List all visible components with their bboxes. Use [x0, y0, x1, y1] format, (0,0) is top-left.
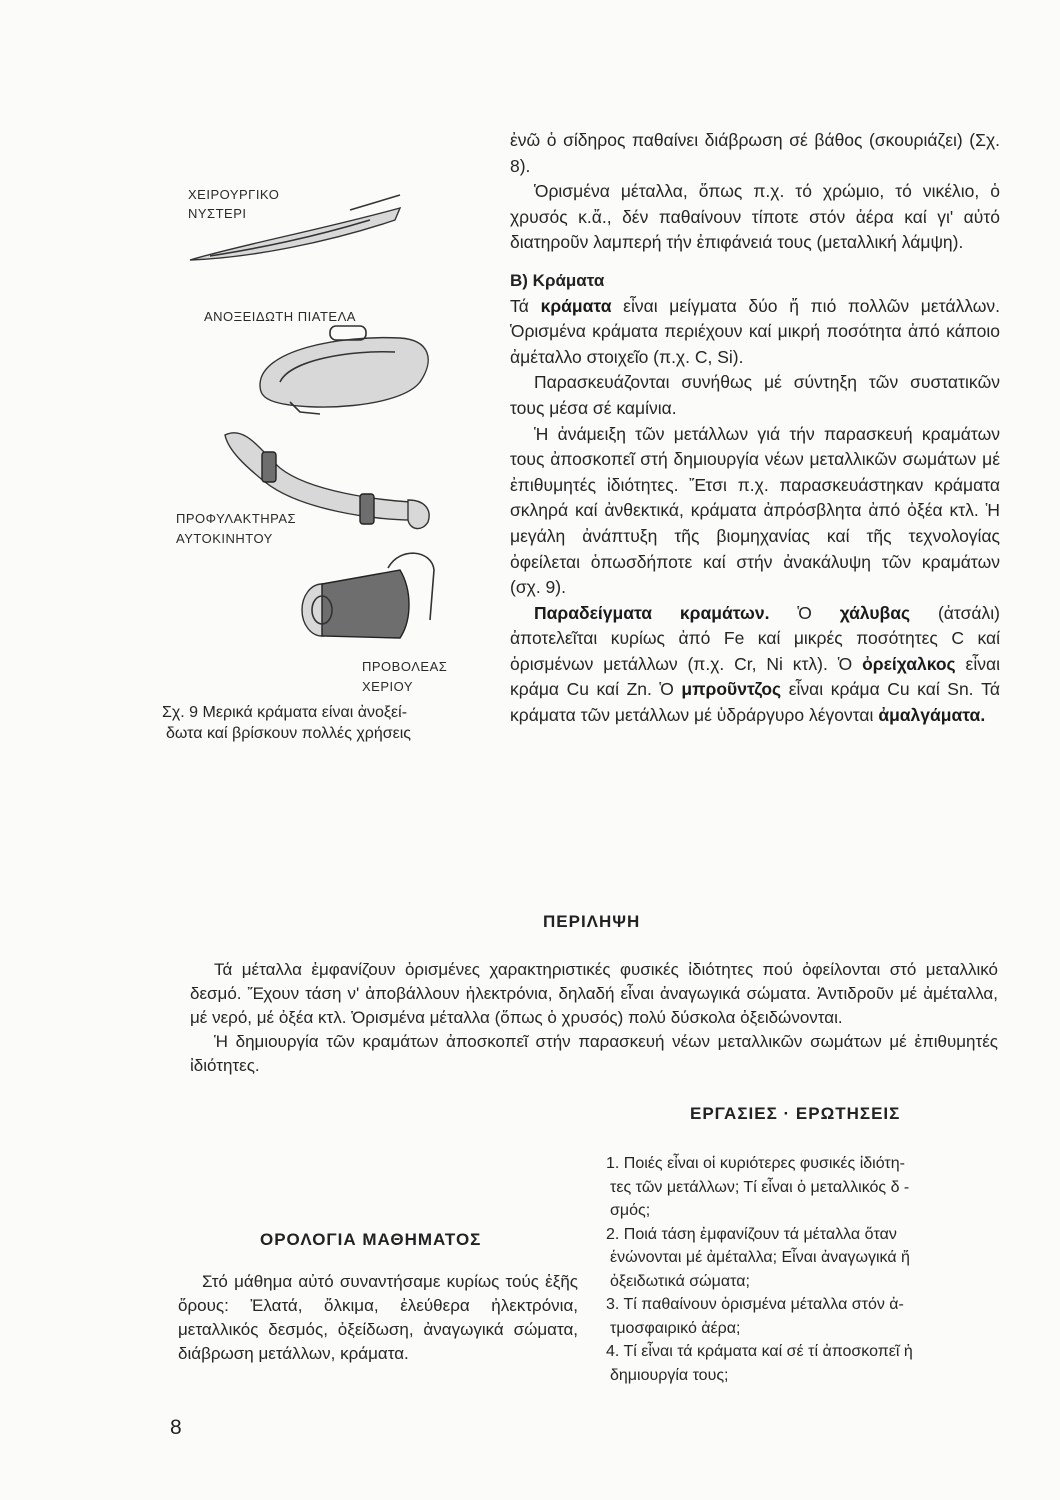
- question-1-line-1: 1. Ποιές εἶναι οἱ κυριότερες φυσικές ἰδιότη-: [606, 1155, 905, 1172]
- figure-caption-line-1: Σχ. 9 Μερικά κράματα είναι ἀνοξεί-: [162, 704, 408, 721]
- question-2-line-3: ὀξειδωτικά σώματα;: [610, 1272, 750, 1290]
- question-2-line-1: 2. Ποιά τάση ἐμφανίζουν τά μέταλλα ὅταν: [606, 1225, 897, 1243]
- term-examples: Παραδείγματα κραμάτων.: [534, 602, 770, 623]
- hand-lamp-icon: [302, 553, 434, 638]
- summary-paragraph-2: Ἡ δημιουργία τῶν κραμάτων ἀποσκοπεῖ στήν παρασκευή νέων μεταλλικῶν σωμάτων μέ ἐπιθυμητές ἰδιότητες.: [190, 1032, 998, 1075]
- summary-heading: ΠΕΡΙΛΗΨΗ: [543, 912, 641, 931]
- label-bumper-1: ΠΡΟΦΥΛΑΚΤΗΡΑΣ: [176, 511, 297, 526]
- paragraph-corrosion: ἐνῶ ὁ σίδηρος παθαίνει διάβρωση σέ βάθος (σκουριάζει) (Σχ. 8).: [510, 130, 1000, 176]
- figure-caption: [162, 702, 411, 744]
- term-alloys: κράματα: [540, 295, 612, 316]
- terminology-paragraph: Στό μάθημα αὐτό συναντήσαμε κυρίως τούς ἑξῆς ὅρους: Ἐλατά, ὄλκιμα, ἐλεύθερα ἠλεκτρόνια, μεταλλικός δεσμός, ὀξείδωση, ἀναγωγικά σώματα, διάβρωση μετάλλων, κράματα.: [178, 1272, 578, 1363]
- text: εἶναι κράμα Cu καί Sn. Τά κράματα τῶν μετάλλων μέ ὑδράργυρο λέγονται: [510, 679, 1000, 726]
- question-3-line-2: τμοσφαιρικό ἀέρα;: [610, 1319, 741, 1337]
- question-4-line-2: δημιουργία τους;: [610, 1366, 729, 1384]
- term-amalgams: ἀμαλγάματα.: [878, 705, 986, 726]
- summary-text: [190, 958, 998, 1078]
- label-bumper-2: ΑΥΤΟΚΙΝΗΤΟΥ: [176, 531, 273, 546]
- paragraph-alloys-definition: [510, 294, 1000, 371]
- summary-paragraph-1: Τά μέταλλα ἐμφανίζουν ὁρισμένες χαρακτηριστικές φυσικές ἰδιότητες πού ὀφείλονται στό μεταλλικό δεσμό. Ἔχουν τάση ν' ἀποβάλλουν ἠλεκτρόνια, δηλαδή εἶναι ἀναγωγικά σώματα. Ἀντιδροῦν μέ ἀμέταλλα, μέ νερό, μέ ὀξέα κτλ. Ὁρισμένα μέταλλα (ὅπως ὁ χρυσός) πολύ δύσκολα ὀξειδώνονται.: [190, 960, 998, 1027]
- exercises-list: [606, 1152, 1016, 1387]
- text: εἶναι κράμα Cu καί Zn. Ὁ: [510, 653, 1000, 700]
- question-3-line-1: 3. Τί παθαίνουν ὁρισμένα μέταλλα στόν ἀ-: [606, 1296, 904, 1313]
- label-scalpel-1: ΧΕΙΡΟΥΡΓΙΚΟ: [188, 187, 280, 202]
- terminology-heading: ΟΡΟΛΟΓΙΑ ΜΑΘΗΜΑΤΟΣ: [260, 1230, 482, 1249]
- page-number: 8: [170, 1416, 182, 1439]
- figure-caption-line-2: δωτα καί βρίσκουν πολλές χρήσεις: [166, 725, 412, 742]
- question-4-line-1: 4. Τί εἶναι τά κράματα καί σέ τί ἀποσκοπεῖ ἡ: [606, 1343, 913, 1360]
- term-brass: ὀρείχαλκος: [862, 653, 956, 674]
- label-platter: ΑΝΟΞΕΙΔΩΤΗ ΠΙΑΤΕΛΑ: [204, 309, 356, 324]
- text: Ὁ: [797, 602, 812, 623]
- paragraph-examples: [510, 601, 1000, 729]
- exercises-heading: ΕΡΓΑΣΙΕΣ · ΕΡΩΤΗΣΕΙΣ: [690, 1104, 901, 1123]
- question-1-line-3: σμός;: [610, 1202, 651, 1219]
- paragraph-purpose: Ἡ ἀνάμειξη τῶν μετάλλων γιά τήν παρασκευή κραμάτων τους ἀποσκοπεῖ στή δημιουργία νέων μεταλλικῶν σωμάτων μέ ἐπιθυμητές ἰδιότητες. Ἔτσι π.χ. παρασκευάστηκαν κράματα σκληρά καί ἀνθεκτικά, κράματα ἀπρόσβλητα ἀπό ὀξέα κτλ. Ἡ μεγάλη ἀνάπτυξη τῆς βιομηχανίας καί τῆς τεχνολογίας ὀφείλεται ὁπωσδήποτε καί στήν ἀνακάλυψη τῶν κραμάτων (σχ. 9).: [510, 423, 1000, 598]
- paragraph-preparation: Παρασκευάζονται συνήθως μέ σύντηξη τῶν συστατικῶν τους μέσα σέ καμίνια.: [510, 372, 1000, 418]
- label-lamp-2: ΧΕΡΙΟΥ: [362, 679, 413, 694]
- section-heading-alloys: Β) Κράματα: [510, 270, 605, 290]
- text: Τά: [510, 295, 529, 316]
- label-lamp-1: ΠΡΟΒΟΛΕΑΣ: [362, 659, 448, 674]
- question-1-line-2: τες τῶν μετάλλων; Τί εἶναι ὁ μεταλλικός δ -: [610, 1178, 910, 1196]
- text: (ἀτσάλι) ἀποτελεῖται κυρίως ἀπό Fe καί μικρές ποσότητες C καί ὁρισμένων μετάλλων (π.χ. Cr, Ni κτλ). Ὁ: [510, 602, 1000, 674]
- term-steel: χάλυβας: [839, 602, 911, 623]
- question-2-line-2: ἑνώνονται μέ ἀμέταλλα; Εἶναι ἀναγωγικά ἤ: [610, 1249, 910, 1266]
- text: εἶναι μείγματα δύο ἤ πιό πολλῶν μετάλλων. Ὁρισμένα κράματα περιέχουν καί μικρή ποσότητα ἀπό κάποιο ἀμέταλλο στοιχεῖο (π.χ. C, Si).: [510, 295, 1000, 367]
- paragraph-noble-metals: Ὁρισμένα μέταλλα, ὅπως π.χ. τό χρώμιο, τό νικέλιο, ὁ χρυσός κ.ἄ., δέν παθαίνουν τίποτε στόν ἀέρα καί γι' αὐτό διατηροῦν λαμπερή τήν ἐπιφάνειά τους (μεταλλική λάμψη).: [510, 181, 1000, 253]
- right-column: [510, 128, 1000, 729]
- term-bronze: μπροῦντζος: [681, 679, 782, 700]
- scalpel-icon: [190, 195, 400, 260]
- platter-icon: [260, 326, 428, 414]
- label-scalpel-2: ΝΥΣΤΕΡΙ: [188, 206, 247, 221]
- alloy-objects-illustration: [150, 150, 490, 670]
- terminology-text: [178, 1270, 578, 1366]
